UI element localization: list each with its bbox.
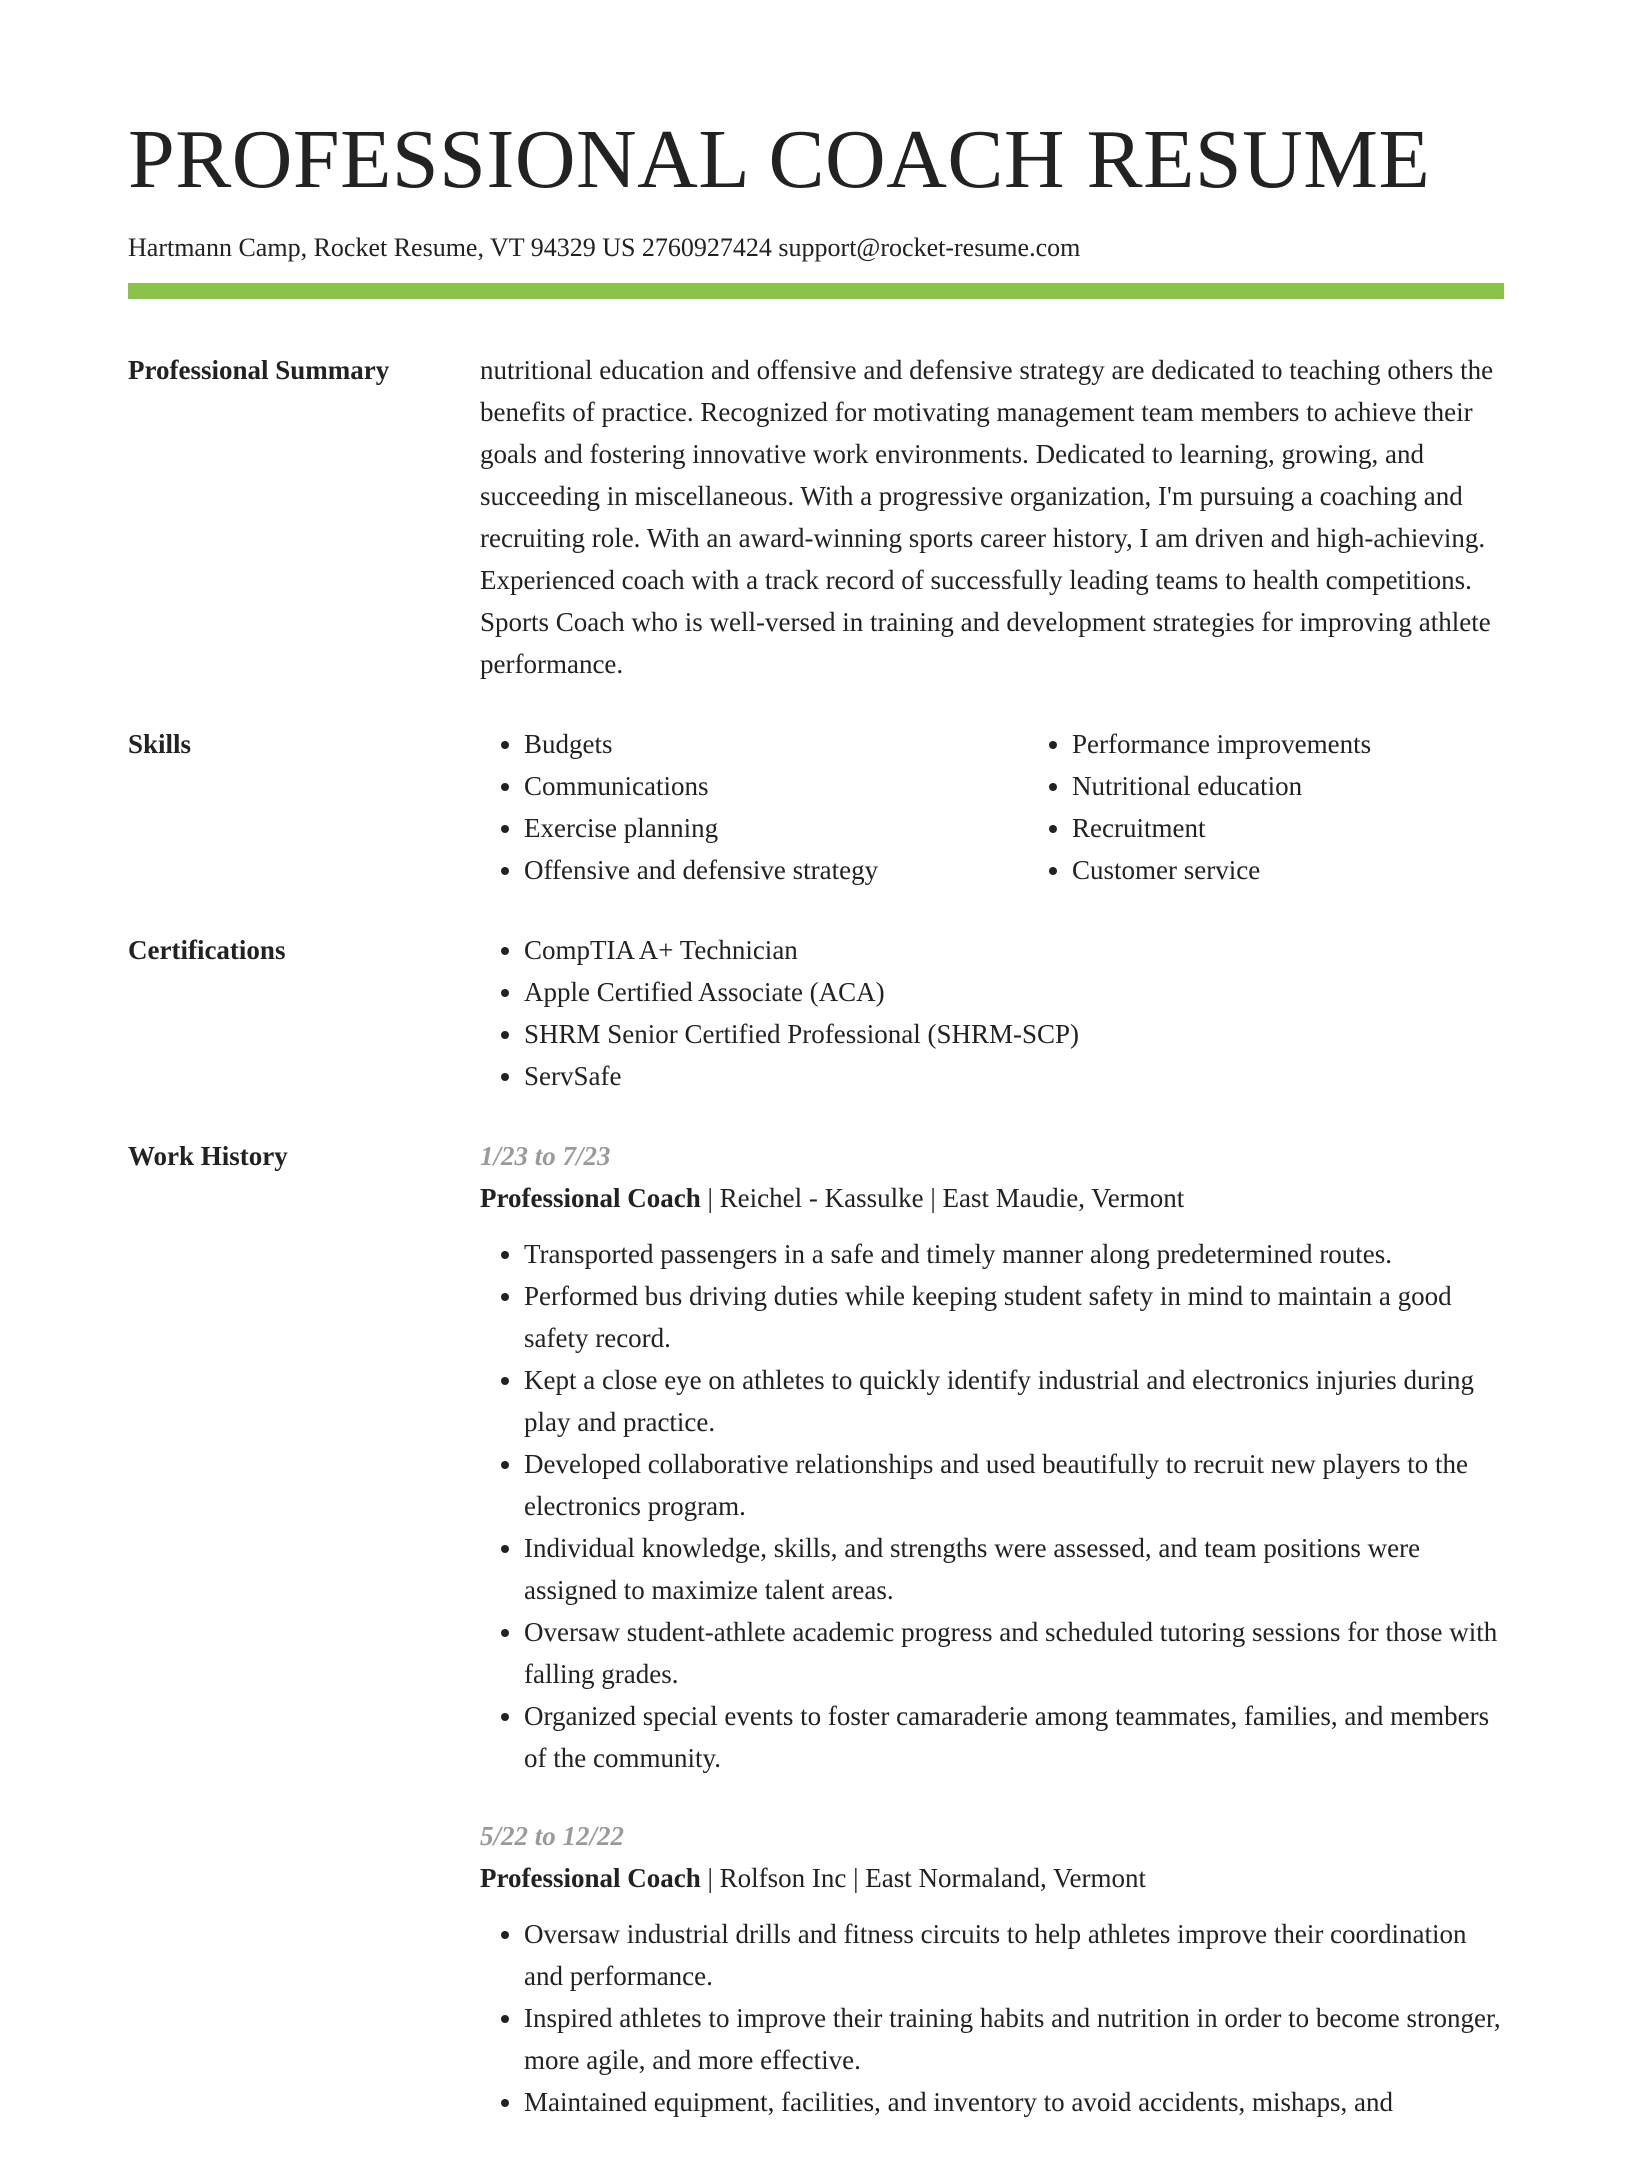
job-bullet: • Developed collaborative relationships and used beautifully to recruit new players to the electronics program. bbox=[524, 1443, 1504, 1527]
job-employer-location: | Reichel - Kassulke | East Maudie, Vermont bbox=[700, 1183, 1185, 1214]
summary-heading: Professional Summary bbox=[128, 355, 390, 386]
summary-section bbox=[128, 349, 1504, 685]
certifications-section bbox=[128, 929, 1504, 1097]
skills-list-right bbox=[1028, 723, 1576, 891]
skills-heading: Skills bbox=[128, 729, 192, 760]
job-bullets bbox=[480, 1233, 1504, 1779]
resume-page bbox=[128, 113, 1504, 2159]
job-bullets bbox=[480, 1913, 1504, 2123]
job-dates: 1/23 to 7/23 bbox=[480, 1141, 611, 1172]
certification-item: • ServSafe bbox=[524, 1055, 1504, 1097]
certification-item: • Apple Certified Associate (ACA) bbox=[524, 971, 1504, 1013]
contact-line: Hartmann Camp, Rocket Resume, VT 94329 US 2760927424 support@rocket-resume.com bbox=[128, 233, 1081, 262]
certification-item: • CompTIA A+ Technician bbox=[524, 929, 1504, 971]
job-bullet: • Individual knowledge, skills, and strengths were assessed, and team positions were assigned to maximize talent areas. bbox=[524, 1527, 1504, 1611]
job-entry bbox=[480, 1135, 1504, 1779]
job-title: Professional Coach bbox=[480, 1183, 701, 1214]
job-heading bbox=[480, 1857, 1504, 1899]
work-history-section bbox=[128, 1135, 1504, 2159]
skill-item: • Budgets bbox=[524, 723, 1028, 765]
job-bullet: • Transported passengers in a safe and timely manner along predetermined routes. bbox=[524, 1233, 1504, 1275]
skill-item: • Performance improvements bbox=[1072, 723, 1576, 765]
job-bullet: • Oversaw industrial drills and fitness circuits to help athletes improve their coordination and performance. bbox=[524, 1913, 1504, 1997]
skill-item: • Nutritional education bbox=[1072, 765, 1576, 807]
job-bullet: • Kept a close eye on athletes to quickly identify industrial and electronics injuries during play and practice. bbox=[524, 1359, 1504, 1443]
skill-item: • Communications bbox=[524, 765, 1028, 807]
job-dates: 5/22 to 12/22 bbox=[480, 1821, 625, 1852]
skill-item: • Customer service bbox=[1072, 849, 1576, 891]
job-bullet: • Inspired athletes to improve their training habits and nutrition in order to become stronger, more agile, and more effective. bbox=[524, 1997, 1504, 2081]
certification-item: • SHRM Senior Certified Professional (SHRM-SCP) bbox=[524, 1013, 1504, 1055]
certifications-heading: Certifications bbox=[128, 935, 286, 966]
skill-item: • Recruitment bbox=[1072, 807, 1576, 849]
job-bullet: • Maintained equipment, facilities, and inventory to avoid accidents, mishaps, and bbox=[524, 2081, 1504, 2123]
job-title: Professional Coach bbox=[480, 1863, 701, 1894]
skill-item: • Offensive and defensive strategy bbox=[524, 849, 1028, 891]
skills-section bbox=[128, 723, 1504, 891]
job-bullet: • Organized special events to foster camaraderie among teammates, families, and members of the community. bbox=[524, 1695, 1504, 1779]
resume-title: PROFESSIONAL COACH RESUME bbox=[128, 113, 1431, 206]
header-divider bbox=[128, 283, 1504, 299]
certifications-list bbox=[480, 929, 1504, 1097]
job-bullet: • Oversaw student-athlete academic progress and scheduled tutoring sessions for those with falling grades. bbox=[524, 1611, 1504, 1695]
job-heading bbox=[480, 1177, 1504, 1219]
summary-text: nutritional education and offensive and defensive strategy are dedicated to teaching others the benefits of practice. Recognized for motivating management team members to achieve their goals and fostering innovative work environments. Dedicated to learning, growing, and succeeding in miscellaneous. With a progressive organization, I'm pursuing a coaching and recruiting role. With an award-winning sports career history, I am driven and high-achieving. Experienced coach with a track record of successfully leading teams to health competitions. Sports Coach who is well-versed in training and development strategies for improving athlete performance. bbox=[480, 355, 1494, 680]
job-bullet: • Performed bus driving duties while keeping student safety in mind to maintain a good safety record. bbox=[524, 1275, 1504, 1359]
skills-list-left bbox=[480, 723, 1028, 891]
work-history-heading: Work History bbox=[128, 1141, 288, 1172]
job-entry bbox=[480, 1815, 1504, 2123]
skill-item: • Exercise planning bbox=[524, 807, 1028, 849]
job-employer-location: | Rolfson Inc | East Normaland, Vermont bbox=[700, 1863, 1146, 1894]
